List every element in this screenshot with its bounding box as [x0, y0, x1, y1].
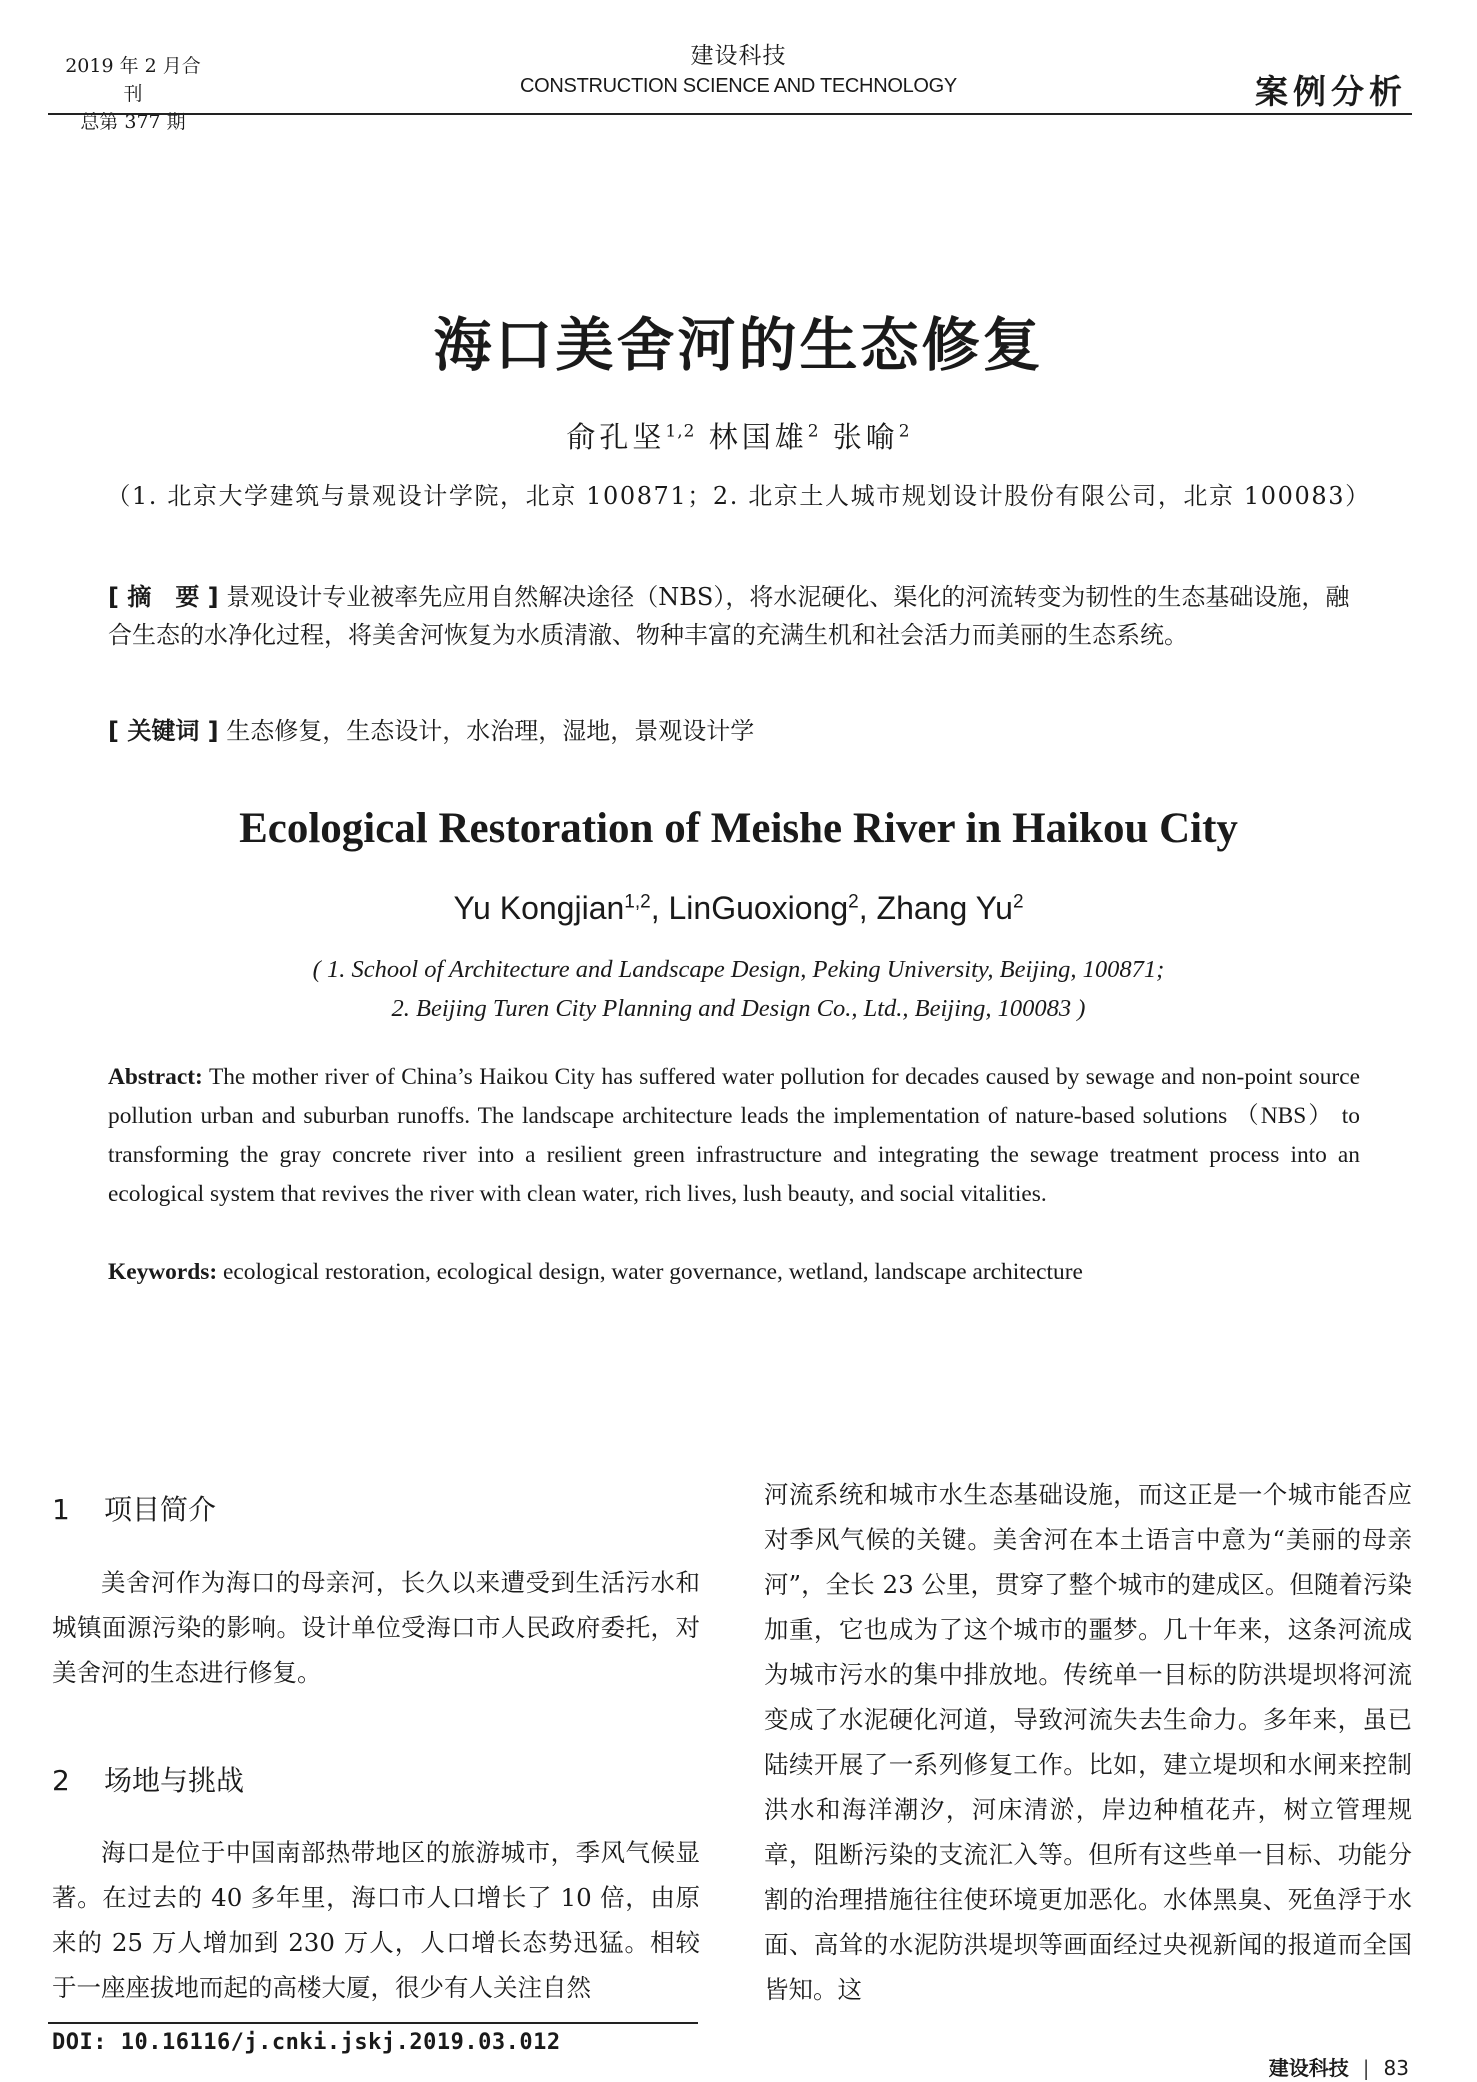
author-affiliation-mark: 2	[1012, 891, 1024, 913]
author-name-en: LinGuoxiong	[668, 890, 849, 926]
issue-date: 2019 年 2 月合刊	[65, 55, 201, 105]
authors-en	[0, 890, 1477, 927]
author-affiliation-mark: 2	[848, 891, 859, 913]
author-affiliation-mark: 1,2	[665, 421, 696, 442]
footer-separator: |	[1362, 2056, 1370, 2080]
keywords-text-cn: 生态修复，生态设计，水治理，湿地，景观设计学	[226, 717, 755, 745]
author-name: 俞孔坚	[566, 420, 666, 454]
abstract-text-cn: 景观设计专业被率先应用自然解决途径（NBS），将水泥硬化、渠化的河流转变为韧性的生态基础设施，融合生态的水净化过程，将美舍河恢复为水质清澈、物种丰富的充满生机和社会活力而美丽的生态系统。	[108, 583, 1350, 649]
article-title-en: Ecological Restoration of Meishe River in Haikou City	[239, 805, 1238, 852]
section-number: 1	[52, 1493, 70, 1526]
section-title: 项目简介	[104, 1493, 217, 1526]
author-name: 张喻	[832, 420, 899, 454]
page-number: 83	[1383, 2056, 1409, 2080]
author-affiliation-mark: 2	[898, 421, 911, 442]
footer-divider	[48, 2022, 698, 2024]
body-paragraph: 河流系统和城市水生态基础设施，而这正是一个城市能否应对季风气候的关键。美舍河在本土语言中意为“美丽的母亲河”，全长 23 公里，贯穿了整个城市的建成区。但随着污染加重，它也成为了这个城市的噩梦。几十年来，这条河流成为城市污水的集中排放地。传统单一目标的防洪堤坝将河流变成了水泥硬化河道，导致河流失去生命力。多年来，虽已陆续开展了一系列修复工作。比如，建立堤坝和水闸来控制洪水和海洋潮汐，河床清淤，岸边种植花卉，树立管理规章，阻断污染的支流汇入等。但所有这些单一目标、功能分割的治理措施往往使环境更加恶化。水体黑臭、死鱼浮于水面、高耸的水泥防洪堤坝等画面经过央视新闻的报道而全国皆知。这	[764, 1480, 1412, 2004]
abstract-text-en: The mother river of China’s Haikou City has suffered water pollution for decades caused by sewage and non-point source pollution urban and suburban runoffs. The landscape architecture leads the implementation of nature-based solutions （NBS） to transforming the gray concrete river into a resilient green infrastructure and integrating the sewage treatment process into an ecological system that revives the river with clean water, rich lives, lush beauty, and social vitalities.	[108, 1064, 1360, 1207]
header-divider	[48, 113, 1412, 115]
section-label: 案例分析	[1255, 72, 1407, 111]
footer-journal: 建设科技	[1268, 2056, 1349, 2080]
author-affiliation-mark: 2	[807, 421, 820, 442]
body-paragraph: 美舍河作为海口的母亲河，长久以来遭受到生活污水和城镇面源污染的影响。设计单位受海口市人民政府委托，对美舍河的生态进行修复。	[52, 1568, 700, 1687]
author-separator: ,	[650, 890, 669, 926]
keywords-text-en: ecological restoration, ecological design, water governance, wetland, landscape architecture	[223, 1259, 1083, 1285]
author-name: 林国雄	[708, 420, 808, 454]
keywords-cn	[108, 712, 1358, 750]
author-name-en: Yu Kongjian	[453, 890, 625, 926]
keywords-label-cn: [ 关键词 ]	[108, 717, 219, 745]
section-number: 2	[52, 1764, 70, 1797]
affiliation-en-line: ( 1. School of Architecture and Landscape Design, Peking University, Beijing, 100871;	[312, 956, 1165, 983]
section-title: 场地与挑战	[104, 1764, 245, 1797]
article-title-cn: 海口美舍河的生态修复	[433, 311, 1044, 379]
abstract-label-cn: [ 摘 要 ]	[108, 583, 219, 611]
author-name-en: Zhang Yu	[876, 890, 1013, 926]
keywords-label-en: Keywords:	[108, 1259, 218, 1285]
section-heading	[52, 1759, 244, 1799]
section-heading	[52, 1488, 216, 1528]
affiliation-en-line: 2. Beijing Turen City Planning and Design Co., Ltd., Beijing, 100083 )	[391, 995, 1086, 1022]
affiliation-cn: （1. 北京大学建筑与景观设计学院，北京 100871；2. 北京土人城市规划设计股份有限公司，北京 100083）	[106, 482, 1371, 510]
affiliation-en	[0, 950, 1477, 1028]
journal-name-cn: 建设科技	[690, 43, 787, 69]
keywords-en	[108, 1253, 1360, 1292]
author-separator: ,	[858, 890, 877, 926]
abstract-en	[108, 1058, 1360, 1214]
abstract-cn	[108, 578, 1358, 654]
authors-cn	[0, 415, 1477, 456]
issue-number: 总第 377 期	[80, 111, 186, 133]
doi: DOI: 10.16116/j.cnki.jskj.2019.03.012	[52, 2030, 561, 2055]
author-affiliation-mark: 1,2	[624, 891, 651, 913]
body-paragraph: 海口是位于中国南部热带地区的旅游城市，季风气候显著。在过去的 40 多年里，海口市人口增长了 10 倍，由原来的 25 万人增加到 230 万人，人口增长态势迅猛。相较于一座座拔地而起的高楼大厦，很少有人关注自然	[52, 1838, 700, 2002]
abstract-label-en: Abstract:	[108, 1064, 203, 1090]
journal-name-en: CONSTRUCTION SCIENCE AND TECHNOLOGY	[520, 75, 957, 97]
page-footer	[1269, 2052, 1409, 2081]
